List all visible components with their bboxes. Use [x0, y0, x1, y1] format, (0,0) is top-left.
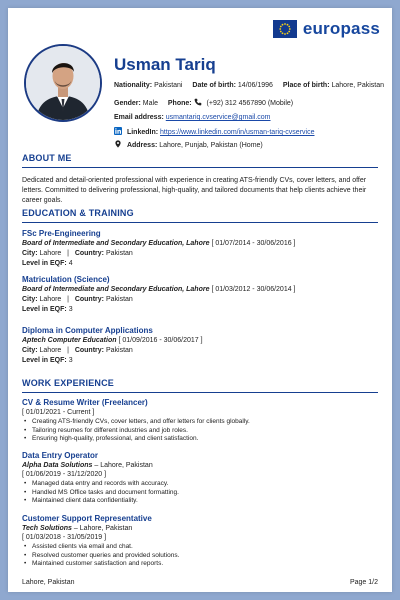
work-bullet: • Ensuring high-quality, professional, and client satisfaction.: [32, 435, 382, 444]
gender-phone-line: [114, 98, 293, 107]
education-org: [22, 240, 382, 247]
page-number: Page 1/2: [349, 579, 378, 586]
nationality-label: Nationality:: [114, 82, 153, 89]
about-text: Dedicated and detail-oriented professional with experience in creating ATS-friendly CVs, cover letters, and offer letters. Committed to delivering professional, high-quality, and tailored documents that help clients achieve their career goals.: [22, 177, 367, 204]
level-label: Level in EQF:: [22, 260, 67, 267]
city-value: Lahore: [39, 296, 62, 303]
work-item: [22, 514, 382, 569]
city-label: City:: [22, 250, 38, 257]
education-level: [22, 306, 382, 313]
education-org-name: Board of Intermediate and Secondary Education, Lahore: [22, 286, 210, 293]
phone-value: (+92) 312 4567890 (Mobile): [206, 100, 294, 107]
education-org-name: Aptech Computer Education: [22, 337, 117, 344]
education-dates: [ 01/09/2016 - 30/06/2017 ]: [118, 337, 203, 344]
education-dates: [ 01/03/2012 - 30/06/2014 ]: [211, 286, 296, 293]
work-bullet: • Assisted clients via email and chat.: [32, 543, 382, 552]
work-org-name: Alpha Data Solutions: [22, 462, 93, 469]
work-title: Customer Support Representative: [22, 514, 152, 523]
cv-page: [8, 8, 392, 592]
page-footer: [22, 579, 378, 586]
education-location: City: Lahore | Country: Pakistan: [22, 296, 133, 303]
linkedin-icon: [114, 127, 122, 135]
email-line: [114, 114, 271, 121]
email-label: Email address:: [114, 114, 164, 121]
education-divider: [22, 222, 378, 223]
phone-label: Phone:: [167, 100, 192, 107]
about-heading: ABOUT ME: [22, 153, 72, 163]
email-link[interactable]: usmantariq.cvservice@gmail.com: [165, 114, 271, 121]
candidate-name: Usman Tariq: [114, 55, 216, 74]
country-label: Country:: [74, 296, 104, 303]
work-bullets: [22, 418, 382, 444]
work-title: CV & Resume Writer (Freelancer): [22, 398, 148, 407]
work-bullet: • Creating ATS-friendly CVs, cover letters, and offer letters for clients globally.: [32, 418, 382, 427]
level-label: Level in EQF:: [22, 306, 67, 313]
education-level: [22, 357, 382, 364]
country-value: Pakistan: [105, 296, 133, 303]
level-label: Level in EQF:: [22, 357, 67, 364]
europass-logo: [273, 19, 380, 39]
work-dates: [ 01/03/2018 - 31/05/2019 ]: [22, 534, 107, 541]
education-item: [22, 326, 382, 367]
gender-value: Male: [142, 100, 158, 107]
work-bullet: • Maintained customer satisfaction and reports.: [32, 560, 382, 569]
phone-icon: [194, 98, 202, 106]
work-item: [22, 398, 382, 444]
linkedin-link[interactable]: https://www.linkedin.com/in/usman-tariq-cvservice: [160, 129, 315, 136]
gender-label: Gender:: [114, 100, 141, 107]
education-title: Diploma in Computer Applications: [22, 326, 153, 335]
education-org-name: Board of Intermediate and Secondary Education, Lahore: [22, 240, 210, 247]
work-bullet: • Maintained client data confidentiality.: [32, 497, 382, 506]
work-org-name: Tech Solutions: [22, 525, 72, 532]
work-bullet: • Tailoring resumes for different industries and job roles.: [32, 427, 382, 436]
country-value: Pakistan: [105, 347, 133, 354]
education-org: [22, 286, 382, 293]
city-label: City:: [22, 347, 38, 354]
education-location: City: Lahore | Country: Pakistan: [22, 250, 133, 257]
work-title: Data Entry Operator: [22, 451, 99, 460]
address-label: Address:: [126, 142, 158, 149]
city-label: City:: [22, 296, 38, 303]
education-title: FSc Pre-Engineering: [22, 229, 101, 238]
education-heading: EDUCATION & TRAINING: [22, 208, 134, 218]
personal-info-line: [114, 82, 384, 89]
level-value: 3: [68, 357, 73, 364]
work-dates: [ 01/06/2019 - 31/12/2020 ]: [22, 471, 107, 478]
level-value: 4: [68, 260, 73, 267]
work-bullets: [22, 480, 382, 506]
city-value: Lahore: [39, 347, 62, 354]
work-bullet: • Resolved customer queries and provided solutions.: [32, 552, 382, 561]
education-dates: [ 01/07/2014 - 30/06/2016 ]: [211, 240, 296, 247]
pob-value: Lahore, Pakistan: [331, 82, 385, 89]
dob-label: Date of birth:: [192, 82, 236, 89]
linkedin-line: [114, 127, 314, 136]
work-bullet: • Handled MS Office tasks and document formatting.: [32, 489, 382, 498]
profile-photo: [24, 44, 102, 122]
country-label: Country:: [74, 250, 104, 257]
level-value: 3: [68, 306, 73, 313]
work-item: [22, 451, 382, 506]
work-divider: [22, 392, 378, 393]
about-divider: [22, 167, 378, 168]
europass-wordmark: europass: [302, 19, 380, 38]
education-title: Matriculation (Science): [22, 275, 110, 284]
footer-location: Lahore, Pakistan: [22, 579, 75, 586]
education-location: City: Lahore | Country: Pakistan: [22, 347, 133, 354]
education-org: [22, 337, 382, 344]
work-org: [22, 462, 382, 469]
work-location: – Lahore, Pakistan: [71, 525, 133, 532]
eu-flag-icon: [273, 20, 297, 38]
location-pin-icon: [114, 140, 122, 148]
work-org: [22, 525, 382, 532]
work-location: – Lahore, Pakistan: [92, 462, 153, 469]
country-value: Pakistan: [105, 250, 133, 257]
work-bullet: • Managed data entry and records with accuracy.: [32, 480, 382, 489]
work-dates: [ 01/01/2021 - Current ]: [22, 409, 95, 416]
education-level: [22, 260, 382, 267]
work-bullets: [22, 543, 382, 569]
address-value: Lahore, Punjab, Pakistan (Home): [159, 142, 263, 149]
education-item: [22, 275, 382, 316]
address-line: [114, 140, 263, 149]
work-heading: WORK EXPERIENCE: [22, 378, 115, 388]
education-item: [22, 229, 382, 270]
dob-value: 14/06/1996: [237, 82, 273, 89]
nationality-value: Pakistani: [154, 82, 183, 89]
linkedin-label: LinkedIn:: [126, 129, 159, 136]
country-label: Country:: [74, 347, 104, 354]
city-value: Lahore: [39, 250, 62, 257]
pob-label: Place of birth:: [282, 82, 330, 89]
